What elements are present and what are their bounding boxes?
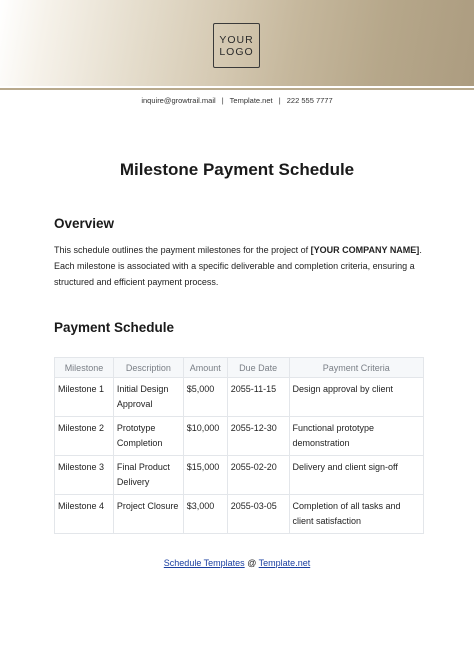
header-divider bbox=[0, 88, 474, 90]
cell-milestone: Milestone 4 bbox=[55, 495, 114, 534]
contact-website: Template.net bbox=[229, 96, 273, 105]
company-logo bbox=[213, 23, 260, 68]
footer-at-sign: @ bbox=[244, 558, 259, 568]
column-header-milestone: Milestone bbox=[55, 358, 114, 378]
contact-separator: | bbox=[278, 96, 281, 105]
logo-line-1: YOUR bbox=[219, 33, 254, 46]
payment-schedule-heading: Payment Schedule bbox=[54, 320, 175, 335]
overview-heading: Overview bbox=[54, 216, 115, 231]
table-row bbox=[55, 456, 424, 495]
cell-payment-criteria: Functional prototype demonstration bbox=[289, 417, 424, 456]
contact-phone: 222 555 7777 bbox=[286, 96, 333, 105]
cell-due-date: 2055-03-05 bbox=[227, 495, 289, 534]
cell-description: Prototype Completion bbox=[113, 417, 183, 456]
cell-payment-criteria: Design approval by client bbox=[289, 378, 424, 417]
cell-due-date: 2055-11-15 bbox=[227, 378, 289, 417]
logo-line-2: LOGO bbox=[219, 45, 254, 58]
cell-milestone: Milestone 1 bbox=[55, 378, 114, 417]
cell-amount: $5,000 bbox=[183, 378, 227, 417]
cell-description: Final Product Delivery bbox=[113, 456, 183, 495]
schedule-templates-link[interactable]: Schedule Templates bbox=[163, 558, 245, 568]
cell-amount: $15,000 bbox=[183, 456, 227, 495]
payment-schedule-table bbox=[54, 357, 424, 534]
table-row bbox=[55, 378, 424, 417]
overview-paragraph bbox=[54, 242, 424, 290]
table-header-row bbox=[55, 358, 424, 378]
contact-separator: | bbox=[221, 96, 224, 105]
column-header-amount: Amount bbox=[183, 358, 227, 378]
cell-payment-criteria: Delivery and client sign-off bbox=[289, 456, 424, 495]
contact-email: inquire@growtrail.mail bbox=[141, 96, 216, 105]
cell-milestone: Milestone 2 bbox=[55, 417, 114, 456]
cell-milestone: Milestone 3 bbox=[55, 456, 114, 495]
column-header-payment-criteria: Payment Criteria bbox=[289, 358, 424, 378]
footer-credit bbox=[0, 558, 474, 568]
column-header-description: Description bbox=[113, 358, 183, 378]
cell-amount: $10,000 bbox=[183, 417, 227, 456]
table-row bbox=[55, 417, 424, 456]
overview-text-end: . Each milestone is associated with a specific deliverable and completion criteria, ensuring a structured and efficient payment process. bbox=[54, 245, 422, 287]
document-title: Milestone Payment Schedule bbox=[119, 160, 355, 179]
column-header-due-date: Due Date bbox=[227, 358, 289, 378]
cell-due-date: 2055-12-30 bbox=[227, 417, 289, 456]
contact-line bbox=[0, 96, 474, 105]
cell-description: Project Closure bbox=[113, 495, 183, 534]
cell-due-date: 2055-02-20 bbox=[227, 456, 289, 495]
cell-description: Initial Design Approval bbox=[113, 378, 183, 417]
company-name-placeholder: [YOUR COMPANY NAME] bbox=[310, 245, 420, 255]
overview-text-start: This schedule outlines the payment milestones for the project of bbox=[54, 245, 311, 255]
cell-payment-criteria: Completion of all tasks and client satisfaction bbox=[289, 495, 424, 534]
cell-amount: $3,000 bbox=[183, 495, 227, 534]
template-net-link[interactable]: Template.net bbox=[258, 558, 311, 568]
table-row bbox=[55, 495, 424, 534]
